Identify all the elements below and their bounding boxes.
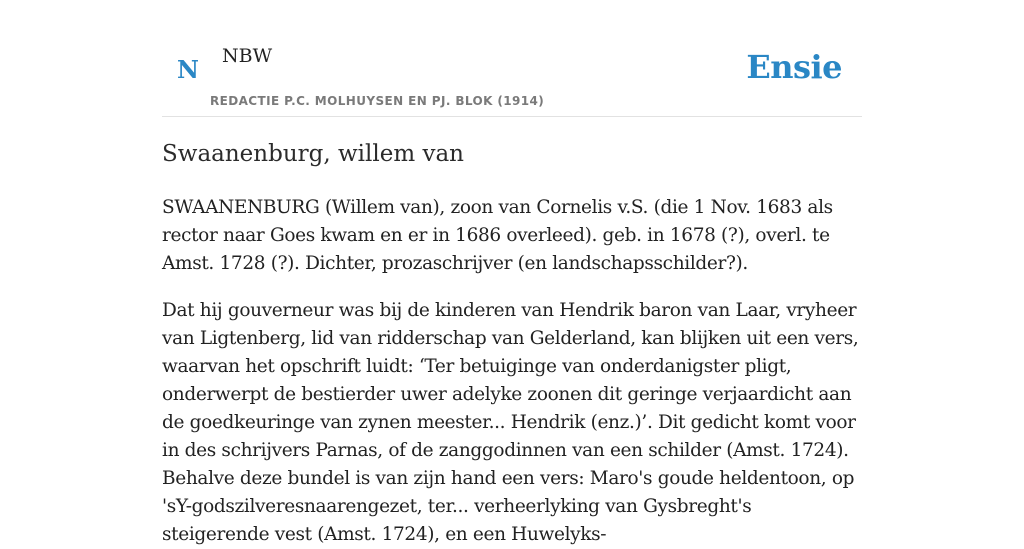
source-title[interactable]: NBW [222,45,273,67]
article [162,138,862,549]
article-title: Swaanenburg, willem van [162,141,464,167]
source-logo-icon[interactable]: N [177,55,199,84]
source-subtitle: REDACTIE P.C. MOLHUYSEN EN PJ. BLOK (1914) [210,94,545,108]
article-paragraph: SWAANENBURG (Willem van), zoon van Cornelis v.S. (die 1 Nov. 1683 als rector naar Goes kwam en er in 1686 overleed). geb. in 1678 (?), overl. te Amst. 1728 (?). Dichter, prozaschrijver (en landschapsschilder?). [162,197,833,274]
header [162,0,862,117]
ensie-logo-link[interactable]: Ensie [746,48,842,86]
article-paragraph: Dat hij gouverneur was bij de kinderen van Hendrik baron van Laar, vryheer van Ligtenberg, lid van ridderschap van Gelderland, kan blijken uit een vers, waarvan het opschrift luidt: ‘Ter betuiginge van onderdanigster pligt, onderwerpt de bestierder uwer adelyke zoonen dit geringe verjaardicht aan de goedkeuringe van zynen meester... Hendrik (enz.)’. Dit gedicht komt voor in des schrijvers Parnas, of de zanggodinnen van een schilder (Amst. 1724). Behalve deze bundel is van zijn hand een vers: Maro's goude heldentoon, op 'sY-godszilveresnaarengezet, ter... verheerlyking van Gysbreght's steigerende vest (Amst. 1724), en een Huwelyks- [162,300,859,545]
